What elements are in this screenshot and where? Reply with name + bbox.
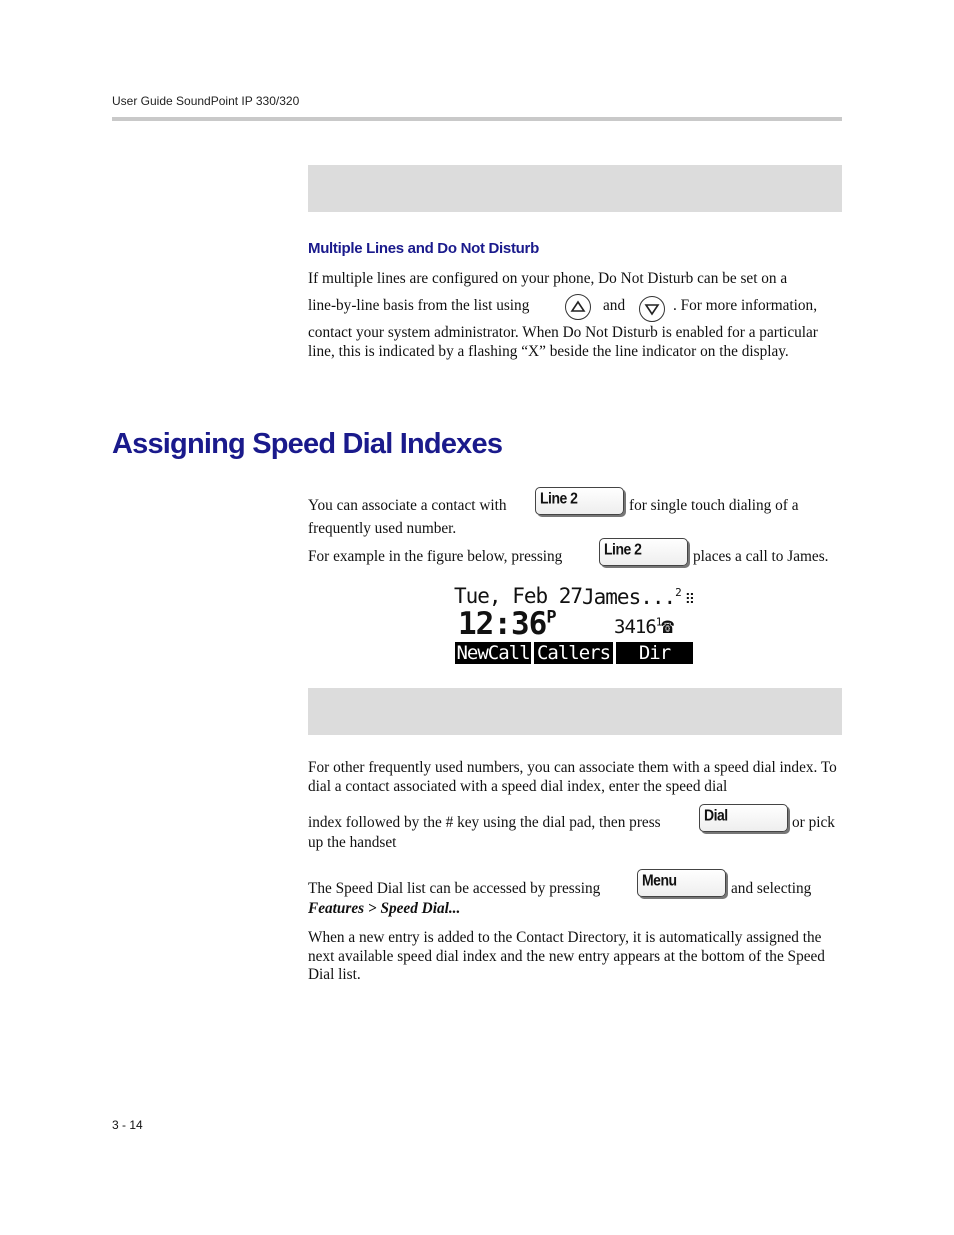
lcd-extension: [614, 614, 673, 638]
lcd-time: [458, 606, 556, 642]
lcd-name-text: James...: [582, 585, 676, 609]
dnd-text-and: and: [603, 297, 626, 314]
lcd-softkey-row: [455, 642, 693, 664]
speed-dial-p3c: or pick: [792, 814, 835, 831]
lcd-softkey-newcall: NewCall: [456, 642, 530, 664]
page-title: Assigning Speed Dial Indexes: [112, 428, 503, 460]
speed-dial-p3: For other frequently used numbers, you can associate them with a speed dial index. To dial a contact associated with a speed dial index, enter the speed dial: [308, 759, 837, 795]
dial-key-icon: [699, 804, 788, 832]
line-status-icon: ⠿: [684, 592, 695, 608]
speed-dial-p4b: and selecting: [731, 880, 812, 897]
line2-key-label-2: Line 2: [604, 540, 642, 558]
speed-dial-p5: When a new entry is added to the Contact Directory, it is automatically assigned the next available speed dial index and the new entry appears at the bottom of the Speed Dial list.: [308, 929, 825, 983]
menu-key-label: Menu: [642, 871, 677, 889]
lcd-extension-line-index: 1: [655, 615, 662, 629]
page-number: 3 - 14: [112, 1118, 143, 1132]
phone-display-figure: [454, 584, 696, 668]
speed-dial-menu-path: Features > Speed Dial...: [308, 900, 461, 917]
lcd-date: Tue, Feb 27: [454, 584, 583, 608]
dnd-text-line2c: . For more information,: [673, 297, 818, 314]
lcd-softkey-dir: Dir: [616, 642, 693, 664]
lcd-extension-text: 3416: [614, 616, 656, 638]
lcd-time-period: P: [546, 607, 556, 628]
note-box: [308, 165, 842, 212]
dnd-text-rest: contact your system administrator. When Do Not Disturb is enabled for a particular line, this is indicated by a flashing “X” beside the line indicator on the display.: [308, 324, 818, 360]
speed-dial-p1b: for single touch dialing of a: [629, 497, 799, 514]
running-header: User Guide SoundPoint IP 330/320: [112, 94, 300, 108]
section-subheading: Multiple Lines and Do Not Disturb: [308, 240, 539, 257]
speed-dial-p2a: For example in the figure below, pressing: [308, 548, 563, 565]
down-arrow-key-icon: [639, 296, 665, 322]
speed-dial-p1a: You can associate a contact with: [308, 497, 507, 514]
speed-dial-p4a: The Speed Dial list can be accessed by pressing: [308, 880, 601, 897]
up-arrow-key-icon: [565, 294, 591, 320]
speed-dial-p3d: up the handset: [308, 834, 397, 851]
lcd-time-text: 12:36: [458, 606, 547, 642]
dial-key-label: Dial: [704, 806, 728, 824]
line2-key-icon: [535, 487, 624, 515]
speed-dial-p2b: places a call to James.: [693, 548, 829, 565]
note-box-2: [308, 688, 842, 735]
menu-key-icon: [637, 869, 726, 897]
header-rule: [112, 117, 842, 121]
lcd-softkey-callers: Callers: [534, 642, 613, 664]
lcd-contact-name: [582, 585, 694, 609]
dnd-text-line1: If multiple lines are configured on your phone, Do Not Disturb can be set on a: [308, 270, 788, 287]
lcd-name-line-index: 2: [675, 586, 681, 599]
line2-key-label: Line 2: [540, 489, 578, 507]
dnd-text-line2a: line-by-line basis from the list using: [308, 297, 530, 314]
speed-dial-p1c: frequently used number.: [308, 520, 457, 537]
telephone-icon: ☎: [661, 614, 674, 638]
line2-key-icon-2: [599, 538, 688, 566]
speed-dial-p3b: index followed by the # key using the dial pad, then press: [308, 814, 661, 831]
